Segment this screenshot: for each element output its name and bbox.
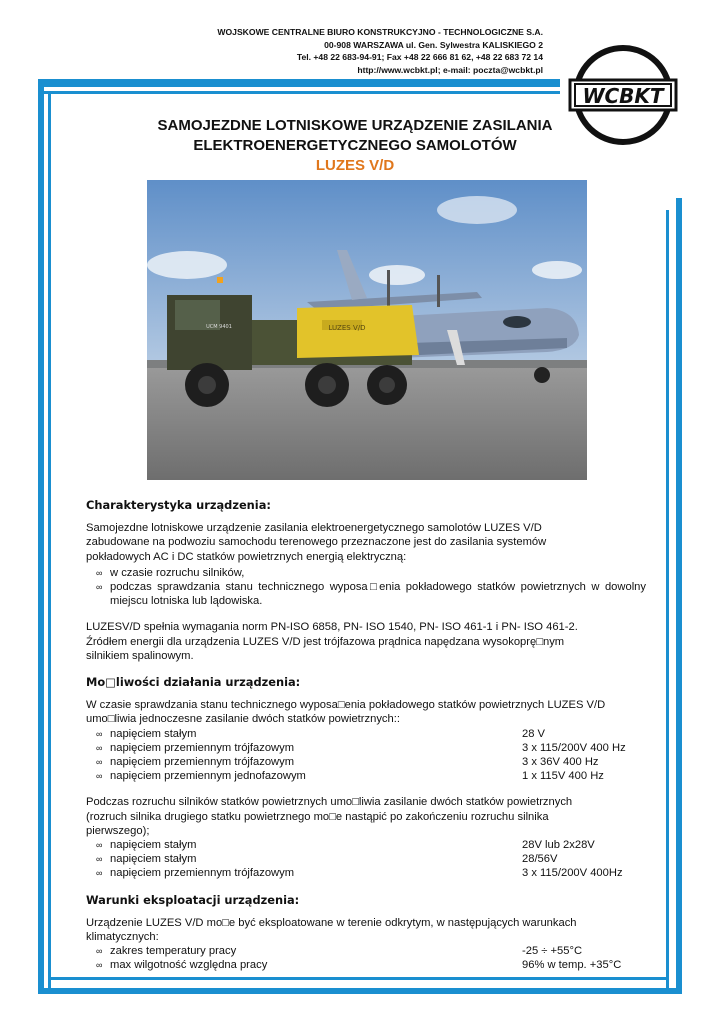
company-web-email[interactable]: http://www.wcbkt.pl; e-mail: poczta@wcbkt.pl <box>357 64 543 75</box>
frame-border-left <box>38 79 44 994</box>
title-line-1: SAMOJEZDNE LOTNISKOWE URZĄDZENIE ZASILANIA <box>157 117 553 134</box>
spec-table-engine-start <box>86 838 646 881</box>
spec-row: ∞ napięciem przemiennym trójfazowym 3 x 36V 400 Hz <box>96 756 599 769</box>
frame-border-left-inner <box>48 91 51 994</box>
conditions-line-1: Urządzenie LUZES V/D mo□e być eksploatowane w terenie odkrytym, w następujących warunkach <box>86 916 577 929</box>
engine-start-line-1: Podczas rozruchu silników statków powietrznych umo□liwia zasilanie dwóch statków powietrznych <box>86 796 573 809</box>
list-item: ∞ podczas sprawdzania stanu technicznego wyposa□enia pokładowego statków powietrznych w dowolny miejscu lotniska lub lądowiska. <box>96 581 646 608</box>
bullet-icon: ∞ <box>96 728 103 739</box>
bullet-icon: ∞ <box>96 567 103 578</box>
section-heading-operating-conditions: Warunki eksploatacji urządzenia: <box>86 892 300 907</box>
bullet-icon: ∞ <box>96 946 103 957</box>
spec-row: ∞ napięciem stałym 28/56V <box>96 853 558 866</box>
standards-line-1: LUZESV/D spełnia wymagania norm PN-ISO 6858, PN- ISO 1540, PN- ISO 461-1 i PN- ISO 461-2. <box>86 621 578 634</box>
document-body <box>86 498 646 973</box>
model-name: LUZES V/D <box>315 157 395 174</box>
truck-label: LUZES V/D <box>328 324 366 332</box>
document-title <box>90 116 620 176</box>
bullet-icon: ∞ <box>96 771 103 782</box>
characteristics-line-1: Samojezdne lotniskowe urządzenie zasilania elektroenergetycznego samolotów LUZES V/D <box>86 522 542 535</box>
company-name: WOJSKOWE CENTRALNE BIURO KONSTRUKCYJNO - TECHNOLOGICZNE S.A. <box>217 27 543 37</box>
spec-table-conditions <box>86 944 646 972</box>
bullet-icon: ∞ <box>96 868 103 879</box>
engine-start-line-3: pierwszego); <box>86 824 150 837</box>
bullet-icon: ∞ <box>96 840 103 851</box>
list-item: ∞ w czasie rozruchu silników, <box>96 566 245 579</box>
characteristics-line-3: pokładowych AC i DC statków powietrznych energią elektryczną: <box>86 550 407 563</box>
truck-plate: UCM 9401 <box>206 324 232 330</box>
bullet-icon: ∞ <box>96 582 103 593</box>
capabilities-line-1: W czasie sprawdzania stanu technicznego wyposa□enia pokładowego statków powietrznych LUZES V/D <box>86 699 606 712</box>
spec-row: ∞ napięciem stałym 28 V <box>96 727 546 740</box>
section-heading-characteristics: Charakterystyka urządzenia: <box>86 498 271 512</box>
frame-border-top <box>38 79 560 87</box>
section-heading-capabilities: Mo□liwości działania urządzenia: <box>86 675 301 690</box>
bullet-icon: ∞ <box>96 960 103 971</box>
bullet-icon: ∞ <box>96 854 103 865</box>
characteristics-bullets <box>86 566 646 609</box>
spec-row: ∞ napięciem przemiennym jednofazowym 1 x 115V 400 Hz <box>96 770 604 783</box>
title-line-2: ELEKTROENERGETYCZNEGO SAMOLOTÓW <box>193 137 517 154</box>
logo-text: WCBKT <box>582 84 664 108</box>
company-address: 00-908 WARSZAWA ul. Gen. Sylwestra KALISKIEGO 2 <box>324 39 543 50</box>
spec-row: ∞ napięciem przemiennym trójfazowym 3 x 115/200V 400 Hz <box>96 741 626 754</box>
company-header <box>123 26 543 76</box>
conditions-line-2: klimatycznych: <box>86 931 159 944</box>
frame-border-bottom-inner <box>48 977 669 980</box>
spec-row: ∞ max wilgotność względna pracy 96% w temp. +35°C <box>96 959 622 972</box>
frame-border-top-inner <box>38 91 560 94</box>
spec-row: ∞ zakres temperatury pracy -25 ÷ +55°C <box>96 945 583 958</box>
frame-border-bottom <box>38 988 682 994</box>
capabilities-line-2: umo□liwia jednoczesne zasilanie dwóch statków powietrznych:: <box>86 713 400 726</box>
engine-start-line-2: (rozruch silnika drugiego statku powietrznego mo□e nastąpić po zakończeniu rozruchu silnika <box>86 810 549 823</box>
standards-line-2: Źródłem energii dla urządzenia LUZES V/D jest trójfazowa prądnica napędzana wysokoprę□nym <box>86 635 565 648</box>
spec-row: ∞ napięciem stałym 28V lub 2x28V <box>96 839 595 852</box>
spec-row: ∞ napięciem przemiennym trójfazowym 3 x 115/200V 400Hz <box>96 867 623 880</box>
standards-line-3: silnikiem spalinowym. <box>86 649 194 662</box>
company-phone-fax: Tel. +48 22 683-94-91; Fax +48 22 666 81 62, +48 22 683 72 14 <box>296 52 543 63</box>
bullet-icon: ∞ <box>96 742 103 753</box>
frame-border-right <box>676 198 682 994</box>
frame-border-right-inner <box>666 210 669 994</box>
product-photo <box>147 180 587 480</box>
characteristics-line-2: zabudowane na podwoziu samochodu terenowego przeznaczone jest do zasilania systemów <box>86 536 547 549</box>
bullet-icon: ∞ <box>96 757 103 768</box>
spec-table-dual-supply <box>86 727 646 784</box>
